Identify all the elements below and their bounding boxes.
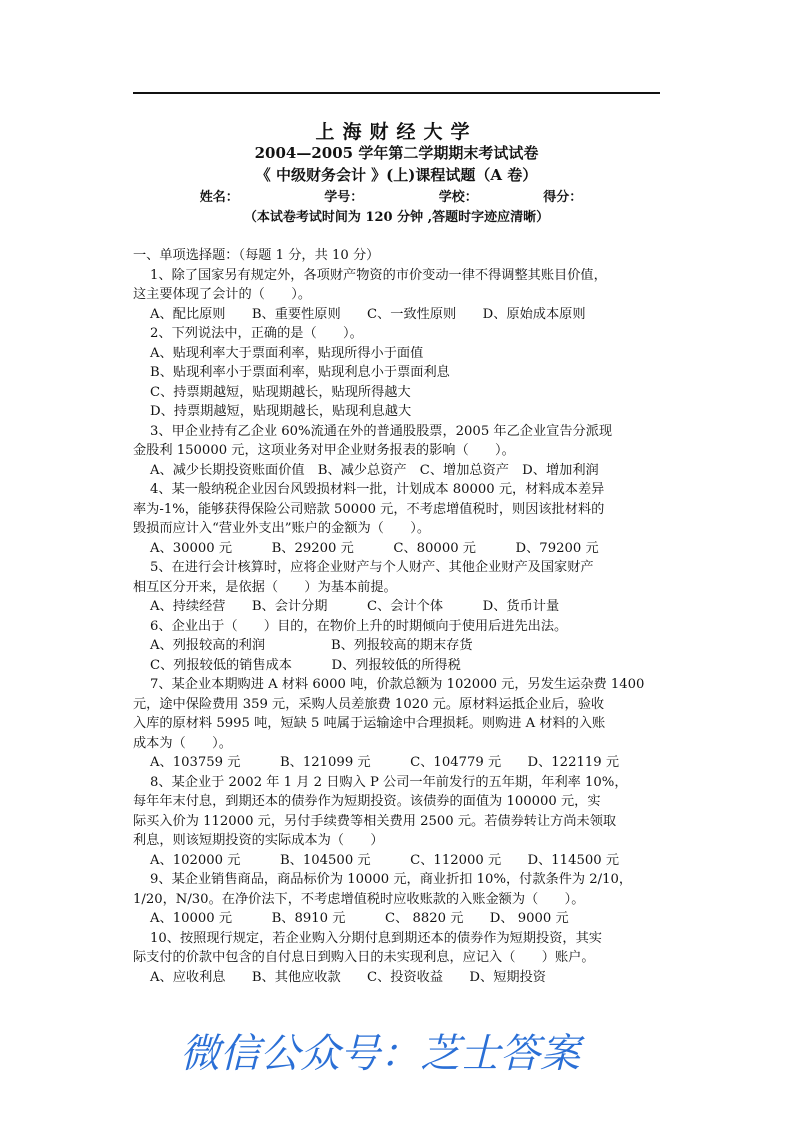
text-line: 入库的原材料 5995 吨，短缺 5 吨属于运输途中合理损耗。则购进 A 材料的入账 (133, 716, 606, 731)
text-line: A、30000 元 B、29200 元 C、80000 元 D、79200 元 (150, 540, 599, 556)
text-line: 毁损而应计入“营业外支出”账户的金额为（ ）。 (133, 521, 431, 536)
text-line: 金股利 150000 元，这项业务对甲企业财务报表的影响（ ）。 (133, 443, 515, 458)
text-line: A、减少长期投资账面价值 B、减少总资产 C、增加总资产 D、增加利润 (150, 462, 599, 478)
text-line: 率为-1%，能够获得保险公司赔款 50000 元，不考虑增值税时，则因该批材料的 (133, 501, 605, 517)
text-line: 5、在进行会计核算时，应将企业财产与个人财产、其他企业财产及国家财产 (150, 560, 594, 575)
text-line: C、列报较低的销售成本 D、列报较低的所得税 (150, 657, 461, 673)
text-line: A、应收利息 B、其他应收款 C、投资收益 D、短期投资 (150, 969, 546, 985)
text-line: 每年年末付息，到期还本的债券作为短期投资。该债券的面值为 100000 元，实 (133, 794, 601, 809)
text-line: A、102000 元 B、104500 元 C、112000 元 D、114500 元 (150, 852, 620, 868)
text-line: 相互区分开来，是依据（ ）为基本前提。 (133, 579, 397, 595)
section-heading: 一、单项选择题：（每题 1 分，共 10 分） (133, 248, 380, 263)
text-line: 7、某企业本期购进 A 材料 6000 吨，价款总额为 102000 元，另发生运杂费 1400 (150, 677, 645, 692)
text-line: 3、甲企业持有乙企业 60%流通在外的普通股股票，2005 年乙企业宣告分派现 (150, 423, 613, 439)
school-field: 学校： (438, 190, 478, 205)
text-line: 这主要体现了会计的（ ）。 (133, 287, 312, 302)
course-title: 《 中级财务会计 》(上)课程试题（A 卷） (255, 166, 538, 184)
text-line: D、持票期越短，贴现期越长，贴现利息越大 (150, 404, 412, 419)
watermark: 微信公众号：芝士答案 (180, 1031, 580, 1077)
text-line: 际买入价为 112000 元，另付手续费等相关费用 2500 元。若债券转让方尚未领取 (133, 813, 617, 829)
text-line: B、贴现利率小于票面利率，贴现利息小于票面利息 (150, 365, 450, 380)
text-line: A、103759 元 B、121099 元 C、104779 元 D、122119 元 (150, 755, 620, 770)
student-fields (133, 186, 660, 205)
text-line: A、持续经营 B、会计分期 C、会计个体 D、货币计量 (150, 599, 560, 614)
text-line: 6、企业出于（ ）目的，在物价上升的时期倾向于使用后进先出法。 (150, 618, 568, 634)
text-line: 成本为（ ）。 (133, 735, 232, 751)
text-line: 利息，则该短期投资的实际成本为（ ） (133, 833, 384, 848)
text-line: 8、某企业于 2002 年 1 月 2 日购入 P 公司一年前发行的五年期，年利率 10%， (150, 774, 628, 790)
score-field: 得分： (543, 190, 583, 205)
header-rule (133, 92, 660, 94)
exam-note: （本试卷考试时间为 120 分钟 ,答题时字迹应清晰） (243, 210, 550, 225)
text-line: A、列报较高的利润 B、列报较高的期末存货 (150, 638, 473, 653)
text-line: A、10000 元 B、8910 元 C、 8820 元 D、 9000 元 (150, 911, 569, 926)
student-id-field: 学号： (324, 190, 364, 205)
university-title: 上海财经大学 (315, 121, 478, 143)
text-line: 9、某企业销售商品，商品标价为 10000 元，商业折扣 10%，付款条件为 2/10， (150, 872, 633, 887)
name-field: 姓名： (199, 190, 239, 205)
text-line: C、持票期越短，贴现期越长，贴现所得越大 (150, 384, 411, 400)
exam-term: 2004—2005 学年第二学期期末考试试卷 (254, 144, 539, 162)
text-line: 2、下列说法中，正确的是（ ）。 (150, 326, 363, 341)
text-line: 1/20，N/30。在净价法下，不考虑增值税时应收账款的入账金额为（ ）。 (133, 891, 585, 907)
text-line: 元，途中保险费用 359 元，采购人员差旅费 1020 元。原材料运抵企业后，验收 (133, 696, 605, 712)
text-line: 际支付的价款中包含的自付息日到购入日的未实现利息，应记入（ ）账户。 (133, 950, 595, 965)
question-body (133, 246, 663, 987)
text-line: 10、按照现行规定，若企业购入分期付息到期还本的债券作为短期投资，其实 (150, 930, 602, 946)
text-line: A、贴现利率大于票面利率，贴现所得小于面值 (150, 345, 424, 361)
text-line: A、配比原则 B、重要性原则 C、一致性原则 D、原始成本原则 (150, 306, 586, 322)
text-line: 4、某一般纳税企业因台风毁损材料一批，计划成本 80000 元，材料成本差异 (150, 482, 605, 497)
text-line: 1、除了国家另有规定外，各项财产物资的市价变动一律不得调整其账目价值， (150, 267, 607, 283)
